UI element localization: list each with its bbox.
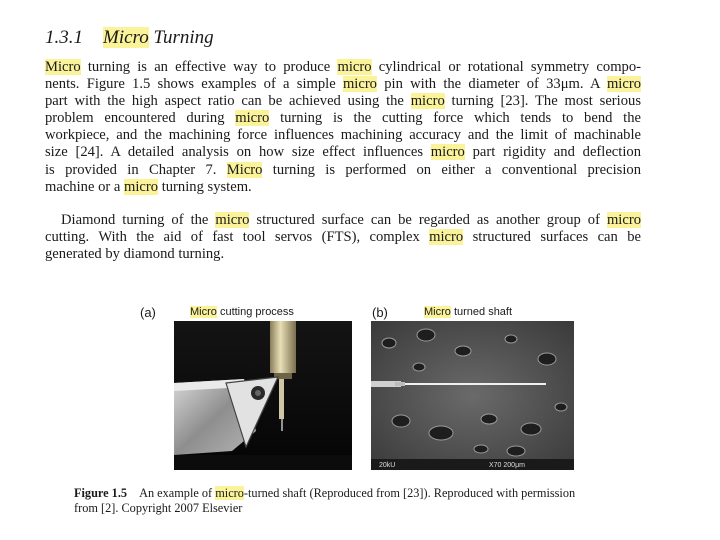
micro-cutting-process-photo [174, 321, 352, 470]
highlighted-term: micro [606, 212, 641, 228]
text-line [45, 179, 641, 196]
figure-caption: Figure 1.5 An example of micro-turned shaft (Reproduced from [23]). Reproduced with permission from [2]. Copyright 2007 Elsevier [74, 486, 644, 516]
text-line [45, 229, 641, 246]
paragraph-2 [45, 212, 641, 263]
highlighted-term: micro [337, 59, 372, 75]
text-segment: problem encountered during [45, 110, 236, 127]
highlighted-term: Micro [226, 161, 263, 178]
heading-text: Turning [148, 27, 214, 48]
paragraph-1 [45, 59, 641, 196]
text-line [45, 144, 641, 161]
text-line [45, 76, 641, 93]
text-segment: machine or a [45, 178, 125, 195]
text-segment: generated by diamond turning. [45, 246, 225, 263]
panel-b-tag: (b) [372, 305, 388, 320]
section-heading [45, 27, 214, 49]
text-segment: cylindrical or rotational symmetry compo- [371, 59, 641, 75]
text-segment: part rigidity and deflection [464, 144, 641, 161]
text-segment: turning [23]. The most serious [444, 93, 641, 110]
text-segment: cutting. With the aid of fast tool servos (FTS), complex [45, 229, 430, 246]
text-segment: part with the high aspect ratio can be achieved using the [45, 93, 411, 110]
highlighted-term: micro [606, 76, 641, 93]
text-line [45, 127, 641, 144]
text-segment: turning is performed on either a conventional precision [262, 161, 641, 178]
caption-line-2: from [2]. Copyright 2007 Elsevier [74, 501, 243, 515]
highlighted-term: micro [235, 110, 270, 127]
text-segment: turning system. [158, 178, 252, 195]
text-line [45, 162, 641, 179]
text-segment: workpiece, and the machining force influences machining accuracy and the limit of machinable [45, 127, 641, 144]
text-segment: structured surfaces can be [463, 229, 641, 246]
panel-b-label: Micro turned shaft [424, 306, 513, 318]
text-segment: turning is an effective way to produce [80, 59, 338, 75]
text-segment: pin with the diameter of 33μm. A [376, 76, 607, 93]
text-segment: turning is the cutting force which tends to bend the [269, 110, 641, 127]
text-segment: structured surface can be regarded as another group of [249, 212, 607, 228]
panel-a-label: Micro cutting process [190, 306, 294, 318]
text-segment: Diamond turning of the [61, 212, 216, 228]
caption-label: Figure 1.5 [74, 486, 128, 500]
highlighted-term: micro [215, 212, 250, 228]
text-line [45, 212, 641, 229]
text-segment: is provided in Chapter 7. [45, 161, 227, 178]
highlighted-term: micro [342, 76, 377, 93]
sem-scale-left: 20kU [379, 462, 396, 469]
section-number: 1.3.1 [45, 27, 83, 48]
micro-turned-shaft-photo [371, 321, 574, 470]
highlighted-term: Micro [45, 59, 81, 75]
highlighted-term: Micro [103, 27, 149, 48]
text-line [45, 246, 641, 263]
sem-scale-right: X70 200μm [489, 462, 525, 469]
text-line [45, 59, 641, 76]
text-segment: nents. Figure 1.5 shows examples of a simple [45, 76, 343, 93]
highlighted-term: micro [429, 229, 464, 246]
highlighted-term: micro [430, 144, 465, 161]
panel-a-tag: (a) [140, 305, 156, 320]
highlighted-term: micro [410, 93, 445, 110]
text-segment: size [24]. A detailed analysis on how size effect influences [45, 144, 431, 161]
text-line [45, 110, 641, 127]
highlighted-term: micro [124, 178, 159, 195]
text-line [45, 93, 641, 110]
